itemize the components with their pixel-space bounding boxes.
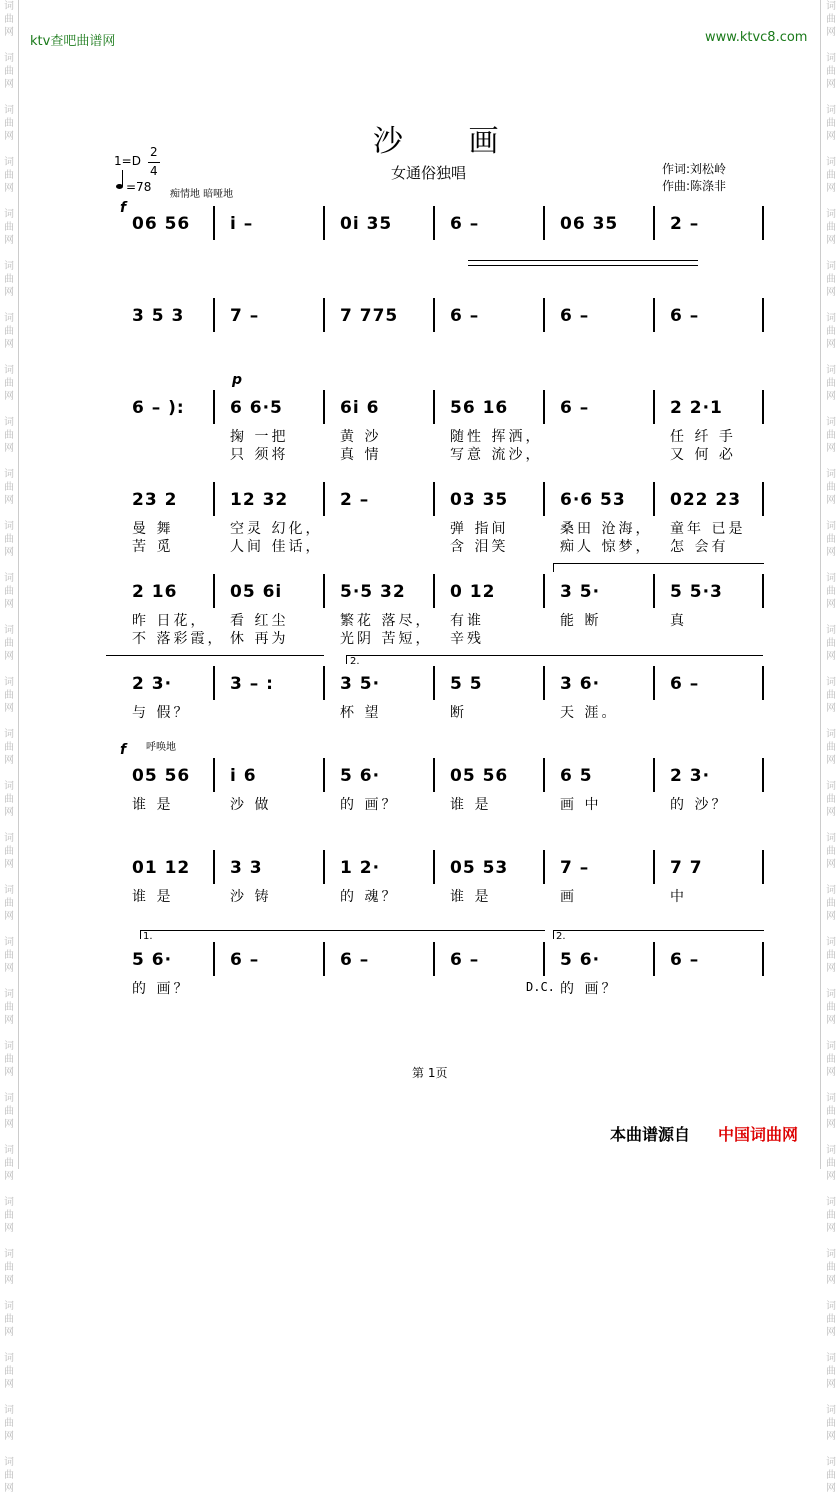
bar-line xyxy=(213,298,215,332)
lyric-verse-2: 含 泪笑 xyxy=(450,539,509,555)
bar-line xyxy=(323,942,325,976)
bar-line xyxy=(213,666,215,700)
call-expression: 呼唤地 xyxy=(146,742,176,753)
lyric-verse-1: 能 断 xyxy=(560,613,602,629)
bar-line xyxy=(543,666,545,700)
lyric-verse-1: 谁 是 xyxy=(132,889,174,905)
measure-notes: 5 5·3 xyxy=(670,582,723,602)
bar-line xyxy=(323,666,325,700)
bar-line xyxy=(653,850,655,884)
measure-notes: 6 – xyxy=(450,214,480,234)
measure-notes: 06 35 xyxy=(560,214,619,234)
bar-line xyxy=(433,298,435,332)
right-site-link[interactable]: www.ktvc8.com xyxy=(705,30,808,45)
lyric-verse-1: 的 魂？ xyxy=(340,889,399,905)
lyric-verse-1: 与 假？ xyxy=(132,705,191,721)
lyric-verse-1: 谁 是 xyxy=(450,889,492,905)
lyric-verse-1: 桑田 沧海， xyxy=(560,521,653,537)
lyric-verse-1: 谁 是 xyxy=(132,797,174,813)
bar-line xyxy=(213,850,215,884)
measure-notes: i 6 xyxy=(230,766,257,786)
ending-final-2-label: 2. xyxy=(556,931,566,942)
ending-bracket-final-1 xyxy=(140,930,545,939)
measure-notes: 01 12 xyxy=(132,858,191,878)
bar-line xyxy=(762,758,764,792)
dc-marking: D.C. xyxy=(526,980,555,994)
lyric-verse-1: 的 画？ xyxy=(560,981,619,997)
bar-line xyxy=(323,298,325,332)
lyric-verse-1: 有谁 xyxy=(450,613,484,629)
left-watermark-strip: 词 曲 网 词 曲 网 词 曲 网 词 曲 网 词 曲 网 词 曲 网 词 曲 网 词 曲 网 词 曲 网 词 曲 网 词 曲 网 词 曲 网 词 曲 网 词 曲 网 词 曲 网 词 曲 网 词 曲 网 词 曲 网 词 曲 网 词 曲 网 词 曲 网 词 曲 网 词 曲 网 词 曲 网 词 曲 网 词 曲 网 词 曲 网 词 曲 网 词 曲 网 xyxy=(4,1,14,1494)
bar-line xyxy=(653,298,655,332)
lyric-verse-1: 的 沙？ xyxy=(670,797,729,813)
bar-line xyxy=(323,482,325,516)
bar-line xyxy=(433,758,435,792)
measure-notes: 6 – xyxy=(670,306,700,326)
measure-notes: 0i 35 xyxy=(340,214,393,234)
lyric-verse-1: 杯 望 xyxy=(340,705,382,721)
dynamic-forte-2: f xyxy=(120,742,127,758)
lyric-verse-1: 黄 沙 xyxy=(340,429,382,445)
lyric-verse-1: 沙 做 xyxy=(230,797,272,813)
bar-line xyxy=(762,942,764,976)
time-sig-bottom: 4 xyxy=(150,164,158,178)
score-row xyxy=(130,674,762,734)
footer-site-link[interactable]: 中国词曲网 xyxy=(718,1125,799,1144)
song-subtitle: 女通俗独唱 xyxy=(391,164,467,182)
bar-line xyxy=(543,298,545,332)
bar-line xyxy=(323,390,325,424)
lyric-verse-1: 昨 日花， xyxy=(132,613,208,629)
dynamic-piano: p xyxy=(232,372,243,388)
measure-notes: 3 – : xyxy=(230,674,274,694)
lyric-verse-2: 又 何 必 xyxy=(670,447,736,463)
bar-line xyxy=(543,574,545,608)
ending-bracket-final-2 xyxy=(553,930,764,939)
lyric-verse-1: 曼 舞 xyxy=(132,521,174,537)
measure-notes: 2 2·1 xyxy=(670,398,723,418)
lyric-verse-1: 真 xyxy=(670,613,687,629)
measure-notes: 2 16 xyxy=(132,582,178,602)
measure-notes: 7 – xyxy=(560,858,590,878)
lyric-verse-1: 的 画？ xyxy=(132,981,191,997)
score-row xyxy=(130,214,762,274)
lyric-verse-1: 中 xyxy=(670,889,687,905)
score-row xyxy=(130,950,762,1010)
bar-line xyxy=(213,206,215,240)
lyric-verse-2: 不 落彩霞， xyxy=(132,631,225,647)
tempo-marking: =78 xyxy=(126,180,152,194)
left-border-line xyxy=(18,0,19,1169)
bar-line xyxy=(433,206,435,240)
bar-line xyxy=(213,942,215,976)
measure-notes: 6 – xyxy=(230,950,260,970)
bar-line xyxy=(433,574,435,608)
measure-notes: 6 – xyxy=(340,950,370,970)
measure-notes: 6 5 xyxy=(560,766,593,786)
lyric-verse-1: 看 红尘 xyxy=(230,613,289,629)
measure-notes: 2 – xyxy=(670,214,700,234)
measure-notes: 1 2· xyxy=(340,858,381,878)
measure-notes: 3 5· xyxy=(340,674,381,694)
song-title: 沙 画 xyxy=(373,124,527,159)
measure-notes: 2 3· xyxy=(670,766,711,786)
bar-line xyxy=(762,390,764,424)
measure-notes: 6 – ): xyxy=(132,398,185,418)
measure-notes: 7 – xyxy=(230,306,260,326)
lyric-verse-1: 弹 指间 xyxy=(450,521,509,537)
quarter-note-stem xyxy=(122,170,123,186)
lyric-verse-2: 怎 会有 xyxy=(670,539,729,555)
measure-notes: 6 – xyxy=(450,950,480,970)
measure-notes: 56 16 xyxy=(450,398,509,418)
bar-line xyxy=(323,574,325,608)
measure-notes: 5 5 xyxy=(450,674,483,694)
lyric-verse-1: 画 xyxy=(560,889,577,905)
measure-notes: 05 56 xyxy=(450,766,509,786)
measure-notes: 0 12 xyxy=(450,582,496,602)
measure-notes: 7 7 xyxy=(670,858,703,878)
measure-notes: 12 32 xyxy=(230,490,289,510)
bar-line xyxy=(433,942,435,976)
measure-notes: 3 3 xyxy=(230,858,263,878)
lyric-verse-1: 谁 是 xyxy=(450,797,492,813)
measure-notes: 7 775 xyxy=(340,306,399,326)
bar-line xyxy=(653,482,655,516)
bar-line xyxy=(653,758,655,792)
measure-notes: 03 35 xyxy=(450,490,509,510)
measure-notes: 5 6· xyxy=(340,766,381,786)
time-sig-top: 2 xyxy=(150,145,158,159)
lyric-verse-1: 沙 铸 xyxy=(230,889,272,905)
bar-line xyxy=(762,666,764,700)
measure-notes: 2 3· xyxy=(132,674,173,694)
score-row xyxy=(130,490,762,555)
time-sig-line xyxy=(148,162,160,163)
measure-notes: 6i 6 xyxy=(340,398,380,418)
bar-line xyxy=(653,666,655,700)
lyric-verse-2: 写意 流沙， xyxy=(450,447,543,463)
measure-notes: 6 – xyxy=(670,950,700,970)
lyric-verse-2: 苦 觅 xyxy=(132,539,174,555)
measure-notes: 06 56 xyxy=(132,214,191,234)
measure-notes: 05 6i xyxy=(230,582,283,602)
measure-notes: 5·5 32 xyxy=(340,582,406,602)
lyric-verse-1: 断 xyxy=(450,705,467,721)
lyric-verse-2: 光阴 苦短， xyxy=(340,631,433,647)
bar-line xyxy=(433,482,435,516)
lyric-verse-1: 繁花 落尽， xyxy=(340,613,433,629)
bar-line xyxy=(213,482,215,516)
measure-notes: i – xyxy=(230,214,254,234)
bar-line xyxy=(543,758,545,792)
score-row xyxy=(130,766,762,826)
bar-line xyxy=(543,390,545,424)
ending-2-label: 2. xyxy=(350,656,360,667)
bar-line xyxy=(213,390,215,424)
bar-line xyxy=(762,206,764,240)
lyric-verse-1: 画 中 xyxy=(560,797,602,813)
measure-notes: 6·6 53 xyxy=(560,490,626,510)
bar-line xyxy=(653,206,655,240)
measure-notes: 6 – xyxy=(450,306,480,326)
score-row xyxy=(130,306,762,366)
measure-notes: 6 6·5 xyxy=(230,398,283,418)
score-row xyxy=(130,858,762,918)
bar-line xyxy=(213,758,215,792)
bar-line xyxy=(653,390,655,424)
lyric-verse-1: 天 涯。 xyxy=(560,705,619,721)
lyric-verse-2: 只 须将 xyxy=(230,447,289,463)
footer-source-label: 本曲谱源自 xyxy=(610,1125,691,1144)
lyric-verse-2: 痴人 惊梦， xyxy=(560,539,653,555)
ending-bracket-2-line xyxy=(346,655,763,664)
composer-credit: 作曲:陈涤非 xyxy=(662,179,727,193)
lyric-verse-2: 辛残 xyxy=(450,631,484,647)
right-watermark-strip: 词 曲 网 词 曲 网 词 曲 网 词 曲 网 词 曲 网 词 曲 网 词 曲 网 词 曲 网 词 曲 网 词 曲 网 词 曲 网 词 曲 网 词 曲 网 词 曲 网 词 曲 网 词 曲 网 词 曲 网 词 曲 网 词 曲 网 词 曲 网 词 曲 网 词 曲 网 词 曲 网 词 曲 网 词 曲 网 词 曲 网 词 曲 网 词 曲 网 词 曲 网 xyxy=(826,1,836,1494)
left-site-link[interactable]: ktv查吧曲谱网 xyxy=(30,34,116,49)
bar-line xyxy=(543,482,545,516)
lyric-verse-2: 休 再为 xyxy=(230,631,289,647)
lyric-verse-2: 人间 佳话， xyxy=(230,539,323,555)
measure-notes: 022 23 xyxy=(670,490,742,510)
lyric-verse-1: 掬 一把 xyxy=(230,429,289,445)
lyric-verse-1: 空灵 幻化， xyxy=(230,521,323,537)
bar-line xyxy=(323,206,325,240)
bar-line xyxy=(543,206,545,240)
measure-notes: 6 – xyxy=(560,398,590,418)
ending-bracket-1-line xyxy=(106,655,324,662)
measure-notes: 3 6· xyxy=(560,674,601,694)
bar-line xyxy=(653,942,655,976)
key-signature: 1=D xyxy=(114,154,141,168)
measure-notes: 5 6· xyxy=(132,950,173,970)
bar-line xyxy=(762,574,764,608)
bar-line xyxy=(543,850,545,884)
measure-notes: 23 2 xyxy=(132,490,178,510)
bar-line xyxy=(653,574,655,608)
lyric-verse-2: 真 情 xyxy=(340,447,382,463)
bar-line xyxy=(433,666,435,700)
score-row xyxy=(130,582,762,647)
measure-notes: 5 6· xyxy=(560,950,601,970)
measure-notes: 05 56 xyxy=(132,766,191,786)
lyric-verse-1: 随性 挥洒， xyxy=(450,429,543,445)
lyric-verse-1: 的 画？ xyxy=(340,797,399,813)
lyric-verse-1: 童年 已是 xyxy=(670,521,746,537)
measure-notes: 3 5· xyxy=(560,582,601,602)
measure-notes: 05 53 xyxy=(450,858,509,878)
measure-notes: 6 – xyxy=(670,674,700,694)
bar-line xyxy=(323,758,325,792)
lyric-verse-1: 任 纤 手 xyxy=(670,429,736,445)
bar-line xyxy=(433,390,435,424)
bar-line xyxy=(543,942,545,976)
bar-line xyxy=(433,850,435,884)
score-row xyxy=(130,398,762,463)
bar-line xyxy=(762,482,764,516)
measure-notes: 3 5 3 xyxy=(132,306,185,326)
measure-notes: 2 – xyxy=(340,490,370,510)
bar-line xyxy=(762,298,764,332)
ending-final-1-label: 1. xyxy=(143,931,153,942)
lyricist-credit: 作词:刘松岭 xyxy=(662,162,727,176)
expression-marking: 痴情地 暗哑地 xyxy=(170,189,234,200)
page-number: 第 1页 xyxy=(412,1066,448,1080)
measure-notes: 6 – xyxy=(560,306,590,326)
bar-line xyxy=(213,574,215,608)
dynamic-forte-1: f xyxy=(120,200,127,216)
bar-line xyxy=(762,850,764,884)
ending-bracket-a xyxy=(553,563,764,572)
right-border-line xyxy=(820,0,821,1169)
bar-line xyxy=(323,850,325,884)
